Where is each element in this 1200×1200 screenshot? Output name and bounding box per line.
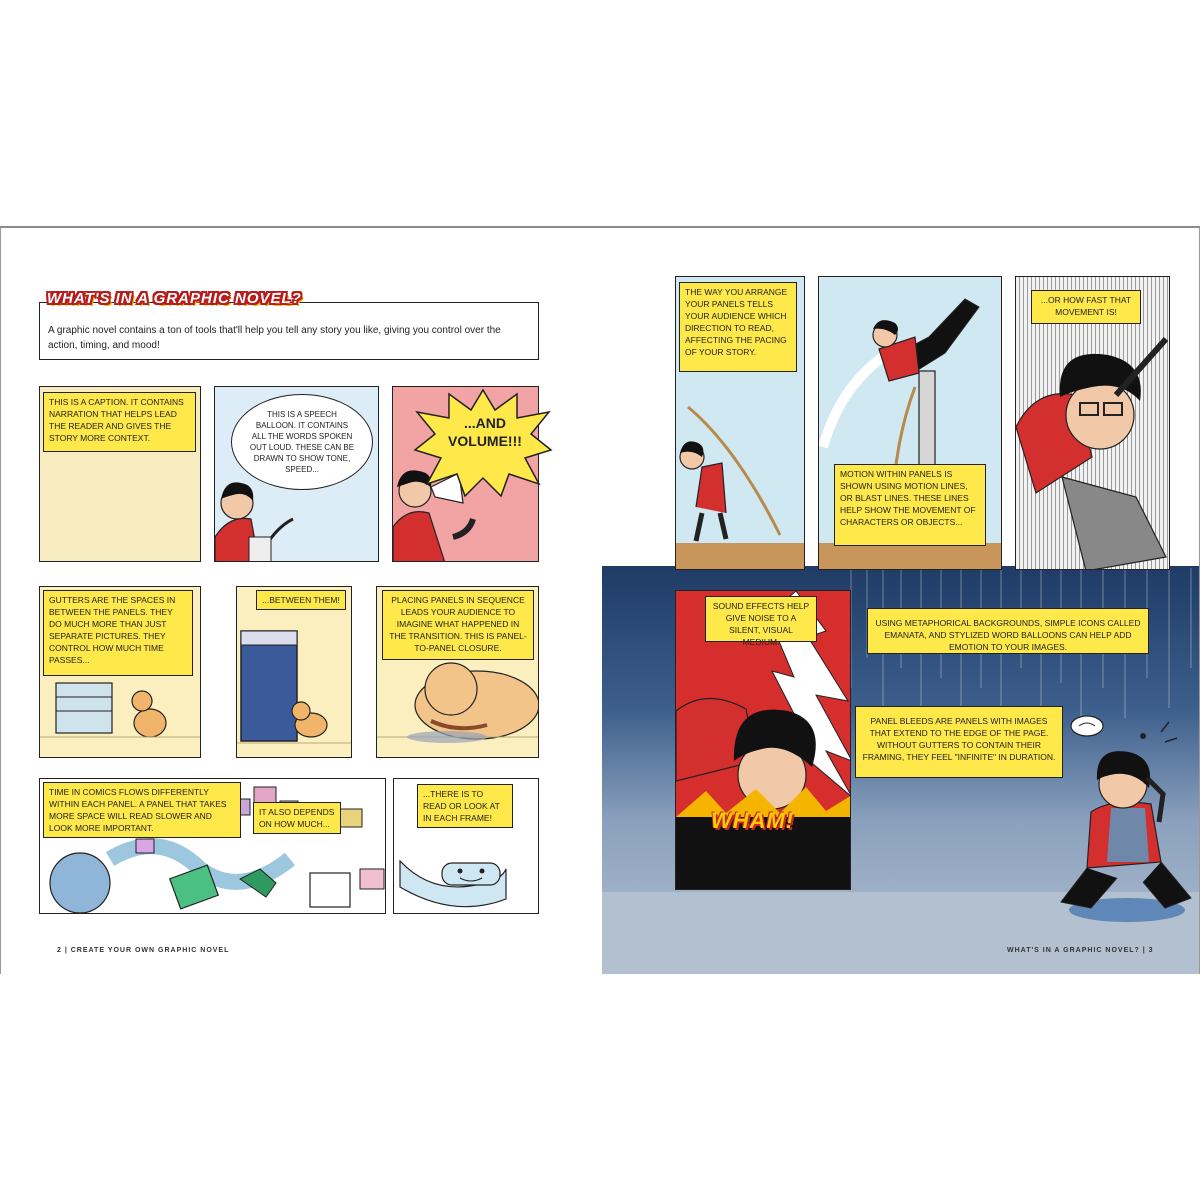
caption-fast: ...OR HOW FAST THAT MOVEMENT IS! (1031, 290, 1141, 324)
panel-between (236, 586, 352, 758)
caption-motion: MOTION WITHIN PANELS IS SHOWN USING MOTION LINES, OR BLAST LINES. THESE LINES HELP SHOW THE MOVEMENT OF CHARACTERS OR OBJECTS... (834, 464, 986, 546)
book-spread (0, 226, 1200, 974)
caption-metaphor: USING METAPHORICAL BACKGROUNDS, SIMPLE ICONS CALLED EMANATA, AND STYLIZED WORD BALLOONS CAN HELP ADD EMOTION TO YOUR IMAGES. (867, 608, 1149, 654)
caption-bleeds: PANEL BLEEDS ARE PANELS WITH IMAGES THAT EXTEND TO THE EDGE OF THE PAGE. WITHOUT GUTTERS TO CONTAIN THEIR FRAMING, THEY FEEL "INFINITE" IN DURATION. (855, 706, 1063, 778)
volume-text: ...AND VOLUME!!! (448, 415, 522, 449)
caption-arrange: THE WAY YOU ARRANGE YOUR PANELS TELLS YOUR AUDIENCE WHICH DIRECTION TO READ, AFFECTING THE PACING OF YOUR STORY. (679, 282, 797, 372)
cat-door-illustration (237, 587, 352, 758)
sfx-word: WHAM! (711, 808, 795, 833)
page-heading: WHAT'S IN A GRAPHIC NOVEL? (47, 290, 302, 307)
intro-box: A graphic novel contains a ton of tools that'll help you tell any story you like, giving you control over the action, timing, and mood! (39, 302, 539, 360)
caption-narration: THIS IS A CAPTION. IT CONTAINS NARRATION THAT HELPS LEAD THE READER AND GIVES THE STORY MORE CONTEXT. (43, 392, 196, 452)
folio-left: 2 | CREATE YOUR OWN GRAPHIC NOVEL (57, 947, 230, 954)
caption-depends: IT ALSO DEPENDS ON HOW MUCH... (253, 802, 341, 834)
caption-read: ...THERE IS TO READ OR LOOK AT IN EACH FRAME! (417, 784, 513, 828)
caption-gutters: GUTTERS ARE THE SPACES IN BETWEEN THE PANELS. THEY DO MUCH MORE THAN JUST SEPARATE PICTURES. THEY CONTROL HOW MUCH TIME PASSES... (43, 590, 193, 676)
caption-time: TIME IN COMICS FLOWS DIFFERENTLY WITHIN EACH PANEL. A PANEL THAT TAKES MORE SPACE WILL READ SLOWER AND LOOK MORE IMPORTANT. (43, 782, 241, 838)
caption-sfx: SOUND EFFECTS HELP GIVE NOISE TO A SILENT, VISUAL MEDIUM. (705, 596, 817, 642)
caption-between: ...BETWEEN THEM! (256, 590, 346, 610)
caption-closure: PLACING PANELS IN SEQUENCE LEADS YOUR AUDIENCE TO IMAGINE WHAT HAPPENED IN THE TRANSITION. THIS IS PANEL-TO-PANEL CLOSURE. (382, 590, 534, 660)
sitting-character-illustration (1051, 712, 1200, 922)
speech-balloon: THIS IS A SPEECH BALLOON. IT CONTAINS ALL THE WORDS SPOKEN OUT LOUD. THESE CAN BE DRAWN TO SHOW TONE, SPEED... (231, 394, 373, 490)
folio-right: WHAT'S IN A GRAPHIC NOVEL? | 3 (1007, 947, 1154, 954)
